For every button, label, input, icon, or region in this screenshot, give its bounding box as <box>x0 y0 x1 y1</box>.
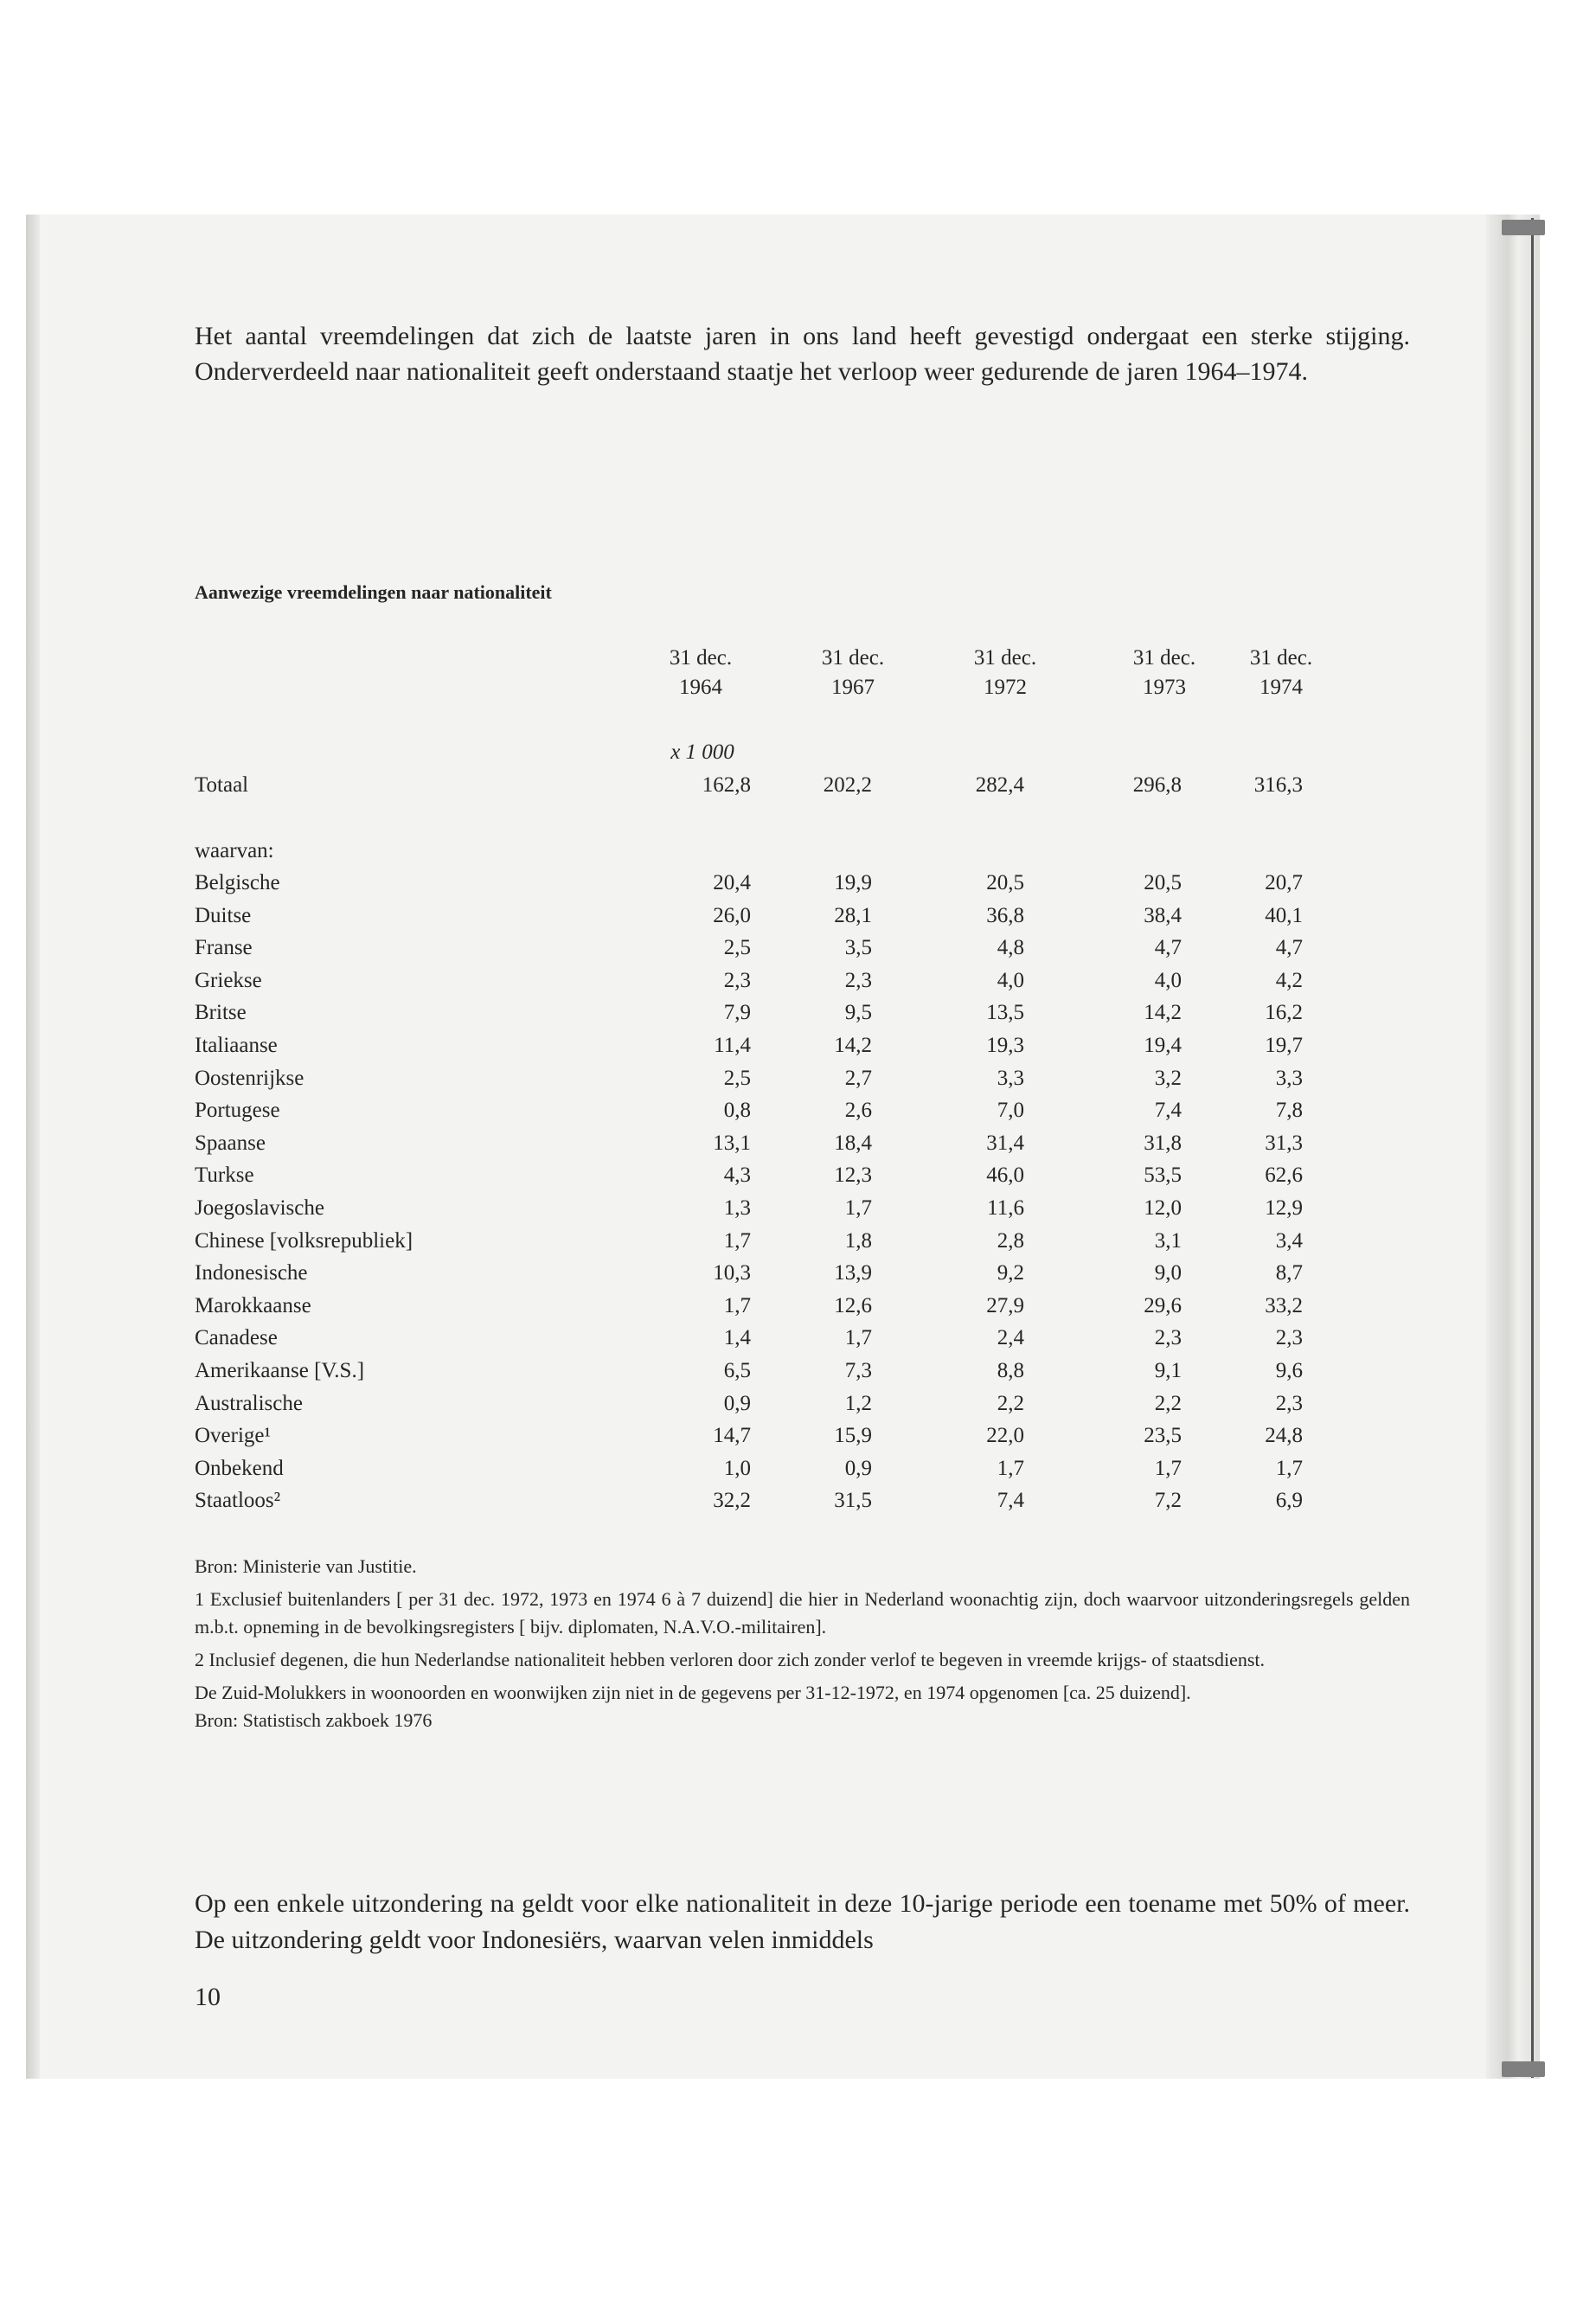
table-row-label: Franse <box>195 936 253 959</box>
table-row-value: 7,0 <box>997 1099 1024 1122</box>
total-row-label: Totaal <box>195 773 249 797</box>
table-row-value: 3,1 <box>1154 1229 1182 1253</box>
table-row-value: 19,7 <box>1265 1034 1303 1057</box>
table-row-value: 2,5 <box>723 1067 751 1090</box>
table-row-value: 12,6 <box>834 1294 872 1317</box>
table-row-value: 2,3 <box>1275 1392 1303 1415</box>
table-row-value: 27,9 <box>986 1294 1024 1317</box>
table-row-value: 4,0 <box>1154 969 1182 992</box>
table-row-value: 2,7 <box>844 1067 872 1090</box>
table-row-value: 1,3 <box>723 1196 751 1220</box>
table-row-value: 9,0 <box>1154 1261 1182 1285</box>
table-row-value: 24,8 <box>1265 1424 1303 1447</box>
table-row-value: 10,3 <box>713 1261 751 1285</box>
table-row-value: 0,9 <box>723 1392 751 1415</box>
table-row-value: 1,7 <box>997 1457 1024 1480</box>
table-row-label: Onbekend <box>195 1457 284 1480</box>
table-row-value: 1,0 <box>723 1457 751 1480</box>
column-header-1974: 31 dec. 1974 <box>1249 646 1313 699</box>
table-row-value: 8,8 <box>997 1359 1024 1382</box>
table-row-value: 26,0 <box>713 904 751 927</box>
table-row-label: Oostenrijkse <box>195 1067 304 1090</box>
table-row-value: 31,5 <box>834 1489 872 1512</box>
table-row-label: Italiaanse <box>195 1034 278 1057</box>
table-row-value: 1,7 <box>1275 1457 1303 1480</box>
table-row-value: 13,1 <box>713 1131 751 1155</box>
table-row-value: 28,1 <box>834 904 872 927</box>
source-note-2: Bron: Statistisch zakboek 1976 <box>195 1709 433 1731</box>
table-row-value: 2,3 <box>1275 1326 1303 1349</box>
table-row-value: 15,9 <box>834 1424 872 1447</box>
table-row-value: 20,4 <box>713 871 751 894</box>
table-row-value: 36,8 <box>986 904 1024 927</box>
footnote-2: 2 Inclusief degenen, die hun Nederlandse nationaliteit hebben verloren door zich zonder verlof te begeven in vreemde krijgs- of staatsdienst. <box>195 1649 1266 1670</box>
table-row-value: 38,4 <box>1144 904 1182 927</box>
table-row-value: 1,7 <box>1154 1457 1182 1480</box>
table-row-label: Britse <box>195 1001 247 1024</box>
table-row-value: 4,7 <box>1154 936 1182 959</box>
table-row-value: 6,5 <box>723 1359 751 1382</box>
table-row-value: 14,2 <box>834 1034 872 1057</box>
table-row-value: 4,8 <box>997 936 1024 959</box>
table-row-label: Marokkaanse <box>195 1294 311 1317</box>
table-row-value: 2,2 <box>1154 1392 1182 1415</box>
table-row-label: Australische <box>195 1392 303 1415</box>
page-number: 10 <box>195 1983 221 2011</box>
table-row-value: 7,4 <box>1154 1099 1182 1122</box>
table-row-label: Indonesische <box>195 1261 308 1285</box>
table-row-value: 0,9 <box>844 1457 872 1480</box>
table-row-value: 20,7 <box>1265 871 1303 894</box>
table-row-value: 20,5 <box>1144 871 1182 894</box>
table-row-value: 0,8 <box>723 1099 751 1122</box>
table-row-value: 4,2 <box>1275 969 1303 992</box>
table-row-label: Amerikaanse [V.S.] <box>195 1359 365 1382</box>
table-row-label: Portugese <box>195 1099 280 1122</box>
table-row-value: 3,5 <box>844 936 872 959</box>
table-row-value: 18,4 <box>834 1131 872 1155</box>
table-row-label: Overige¹ <box>195 1424 272 1447</box>
table-row-value: 20,5 <box>986 871 1024 894</box>
table-row-value: 19,3 <box>986 1034 1024 1057</box>
table-row-value: 3,4 <box>1275 1229 1303 1253</box>
table-row-value: 33,2 <box>1265 1294 1303 1317</box>
intro-paragraph: Het aantal vreemdelingen dat zich de laatste jaren in ons land heeft gevestigd ondergaat een sterke stijging. Onderverdeeld naar nationaliteit geeft onderstaand staatje het verloop weer gedurende de jaren 1964–1974. <box>195 322 1410 386</box>
column-header-1973: 31 dec. 1973 <box>1132 646 1196 699</box>
footnote-1: 1 Exclusief buitenlanders [ per 31 dec. 1972, 1973 en 1974 6 à 7 duizend] die hier in Nederland woonachtig zijn, doch waarvoor uitzonderingsregels gelden m.b.t. opneming in de bevolkingsregisters [ bijv. diplomaten, N.A.V.O.-militairen]. <box>195 1588 1410 1638</box>
table-row-value: 8,7 <box>1275 1261 1303 1285</box>
table-row-value: 2,3 <box>723 969 751 992</box>
total-row-value: 282,4 <box>975 773 1024 797</box>
table-row-label: Griekse <box>195 969 262 992</box>
table-row-value: 9,5 <box>844 1001 872 1024</box>
table-row-value: 62,6 <box>1265 1163 1303 1187</box>
table-row-value: 2,3 <box>844 969 872 992</box>
table-row-value: 1,4 <box>723 1326 751 1349</box>
column-header-1967: 31 dec. 1967 <box>821 646 885 699</box>
table-row-value: 9,2 <box>997 1261 1024 1285</box>
table-row-value: 4,0 <box>997 969 1024 992</box>
table-row-value: 3,3 <box>997 1067 1024 1090</box>
table-row-value: 23,5 <box>1144 1424 1182 1447</box>
table-row-value: 1,2 <box>844 1392 872 1415</box>
table-row-label: Chinese [volksrepubliek] <box>195 1229 413 1253</box>
table-row-value: 9,1 <box>1154 1359 1182 1382</box>
table-row-value: 11,4 <box>714 1034 751 1057</box>
table-row-value: 2,2 <box>997 1392 1024 1415</box>
table-row-value: 31,3 <box>1265 1131 1303 1155</box>
table-row-value: 14,2 <box>1144 1001 1182 1024</box>
table-row-value: 32,2 <box>713 1489 751 1512</box>
table-row-value: 7,3 <box>844 1359 872 1382</box>
table-row-value: 2,6 <box>844 1099 872 1122</box>
table-row-value: 13,9 <box>834 1261 872 1285</box>
table-row-value: 46,0 <box>986 1163 1024 1187</box>
table-row-label: Spaanse <box>195 1131 266 1155</box>
table-row-value: 19,9 <box>834 871 872 894</box>
table-row-value: 31,4 <box>986 1131 1024 1155</box>
table-row-value: 14,7 <box>713 1424 751 1447</box>
outro-paragraph: Op een enkele uitzondering na geldt voor elke nationaliteit in deze 10-jarige periode een toename met 50% of meer. De uitzondering geldt voor Indonesiërs, waarvan velen inmiddels <box>195 1889 1410 1954</box>
table-row-value: 3,2 <box>1154 1067 1182 1090</box>
table-row-value: 53,5 <box>1144 1163 1182 1187</box>
column-header-1972: 31 dec. 1972 <box>973 646 1037 699</box>
table-row-value: 7,9 <box>723 1001 751 1024</box>
table-row-label: Staatloos² <box>195 1489 281 1512</box>
table-row-value: 1,7 <box>723 1229 751 1253</box>
table-row-value: 2,3 <box>1154 1326 1182 1349</box>
table-row-value: 12,9 <box>1265 1196 1303 1220</box>
table-row-value: 2,8 <box>997 1229 1024 1253</box>
table-row-value: 1,8 <box>844 1229 872 1253</box>
table-row-value: 13,5 <box>986 1001 1024 1024</box>
table-row-value: 19,4 <box>1144 1034 1182 1057</box>
table-row-value: 12,3 <box>834 1163 872 1187</box>
table-row-value: 7,2 <box>1154 1489 1182 1512</box>
column-header-1964: 31 dec. 1964 <box>669 646 733 699</box>
table-row-value: 22,0 <box>986 1424 1024 1447</box>
table-row-value: 2,5 <box>723 936 751 959</box>
table-row-value: 1,7 <box>844 1196 872 1220</box>
table-row-label: Canadese <box>195 1326 278 1349</box>
waarvan-label: waarvan: <box>195 839 274 862</box>
table-row-value: 11,6 <box>987 1196 1024 1220</box>
total-row-value: 202,2 <box>823 773 872 797</box>
table-row-value: 2,4 <box>997 1326 1024 1349</box>
table-row-value: 1,7 <box>723 1294 751 1317</box>
table-row-value: 12,0 <box>1144 1196 1182 1220</box>
table-row-value: 7,4 <box>997 1489 1024 1512</box>
table-row-value: 31,8 <box>1144 1131 1182 1155</box>
total-row-value: 162,8 <box>702 773 751 797</box>
table-row-value: 4,3 <box>723 1163 751 1187</box>
table-row-value: 16,2 <box>1265 1001 1303 1024</box>
unit-label: x 1 000 <box>670 740 734 764</box>
table-row-label: Joegoslavische <box>195 1196 324 1220</box>
table-row-value: 40,1 <box>1265 904 1303 927</box>
table-row-value: 7,8 <box>1275 1099 1303 1122</box>
total-row-value: 296,8 <box>1132 773 1182 797</box>
table-row-label: Turkse <box>195 1163 254 1187</box>
table-title: Aanwezige vreemdelingen naar nationaliteit <box>195 581 552 603</box>
table-row-value: 3,3 <box>1275 1067 1303 1090</box>
total-row-value: 316,3 <box>1253 773 1303 797</box>
table-row-label: Duitse <box>195 904 252 927</box>
table-row-label: Belgische <box>195 871 280 894</box>
table-row-value: 29,6 <box>1144 1294 1182 1317</box>
source-note: Bron: Ministerie van Justitie. <box>195 1555 417 1577</box>
molukkers-note: De Zuid-Molukkers in woonoorden en woonwijken zijn niet in de gegevens per 31-12-1972, en 1974 opgenomen [ca. 25 duizend]. <box>195 1682 1191 1703</box>
table-notes <box>195 1553 1410 1734</box>
table-row-value: 9,6 <box>1275 1359 1303 1382</box>
table-row-value: 4,7 <box>1275 936 1303 959</box>
table-row-value: 6,9 <box>1275 1489 1303 1512</box>
table-row-value: 1,7 <box>844 1326 872 1349</box>
